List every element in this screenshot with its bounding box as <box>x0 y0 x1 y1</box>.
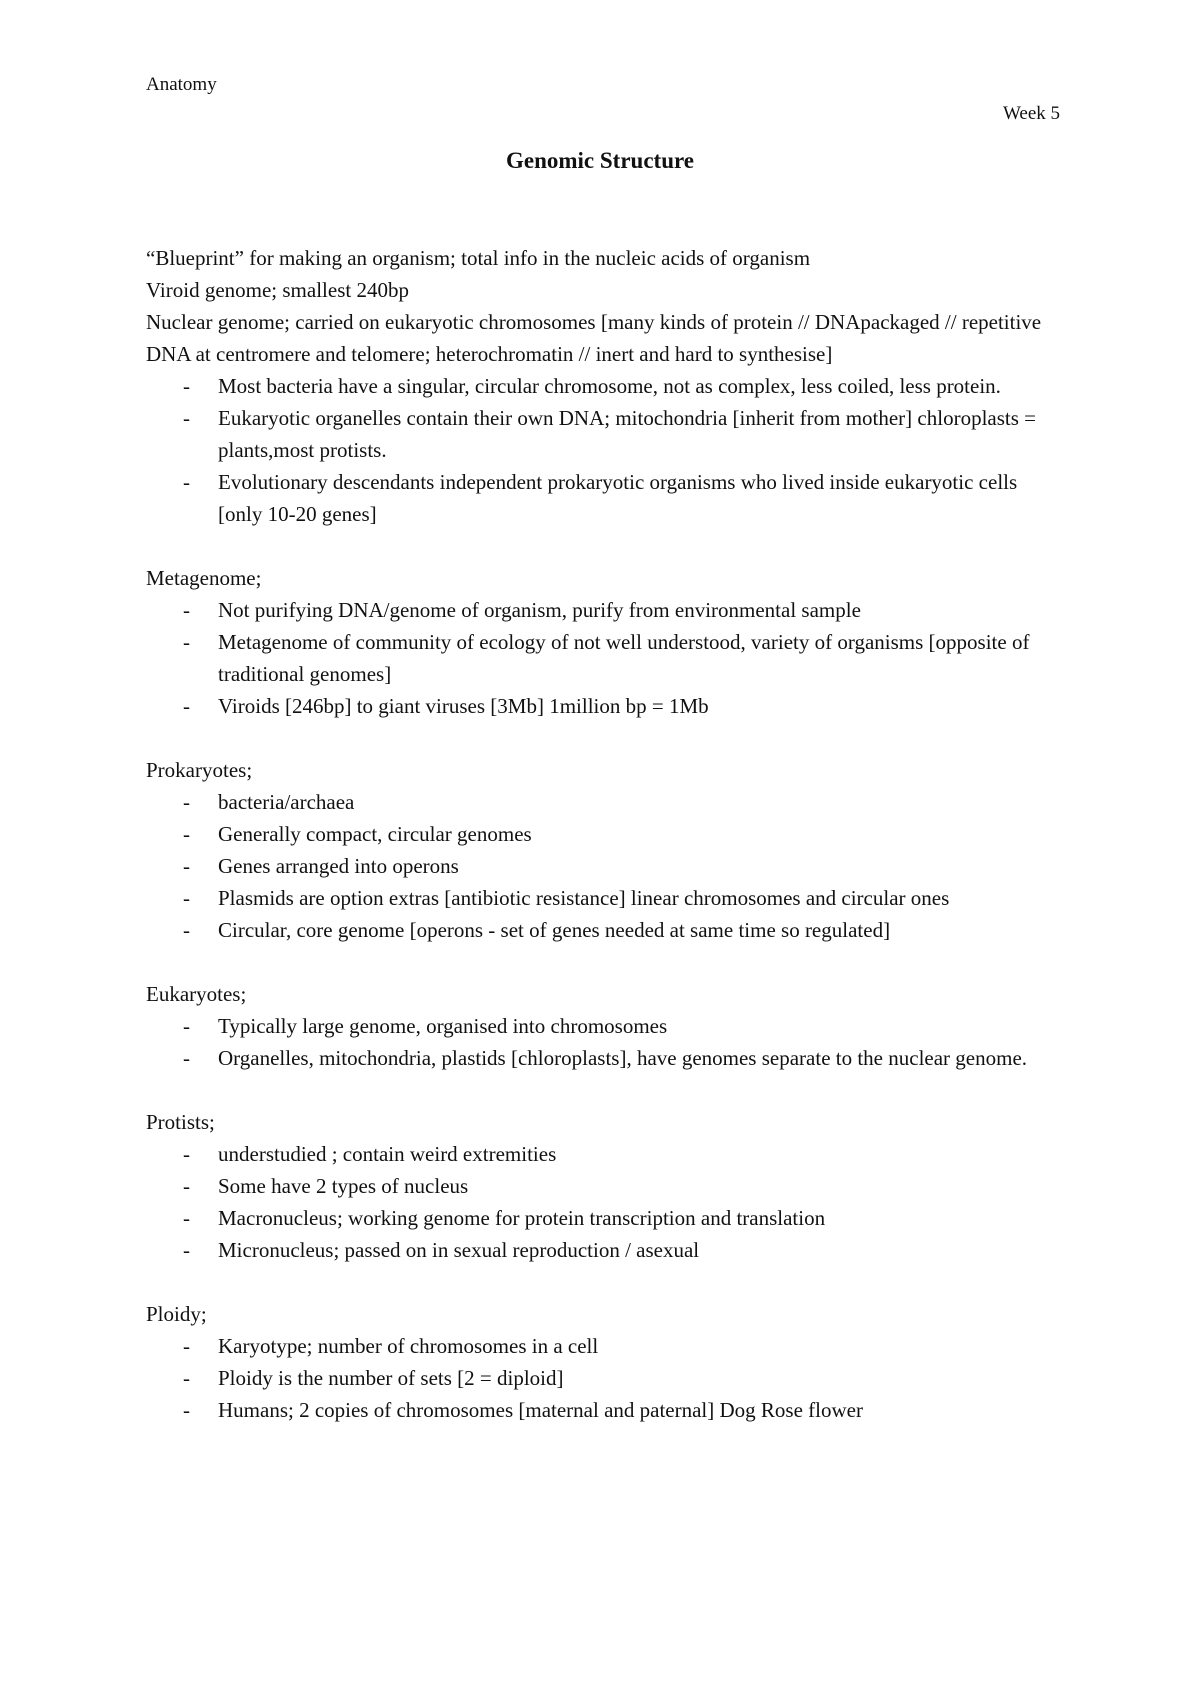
list-item <box>146 1010 1056 1042</box>
intro-line: Nuclear genome; carried on eukaryotic chromosomes [many kinds of protein // DNApackaged // repetitive DNA at centromere and telomere; heterochromatin // inert and hard to synthesise] <box>146 310 1042 366</box>
intro-section <box>146 242 1056 530</box>
dash-bullet: - <box>183 918 190 942</box>
dash-bullet: - <box>183 854 190 878</box>
list-item-text: Some have 2 types of nucleus <box>218 1174 469 1198</box>
protists-section <box>146 1106 1056 1266</box>
list-item-text: Humans; 2 copies of chromosomes [maternal and paternal] Dog Rose flower <box>218 1398 863 1422</box>
dash-bullet: - <box>183 1142 190 1166</box>
ploidy-section <box>146 1298 1056 1426</box>
eukaryotes-bullet-list <box>146 1010 1056 1074</box>
week-label: Week 5 <box>1002 103 1060 124</box>
list-item-text: Generally compact, circular genomes <box>218 822 532 846</box>
list-item-text: Not purifying DNA/genome of organism, purify from environmental sample <box>218 598 861 622</box>
list-item-text: Macronucleus; working genome for protein transcription and translation <box>218 1206 826 1230</box>
dash-bullet: - <box>183 406 190 430</box>
list-item <box>146 1330 1056 1362</box>
list-item <box>146 402 1056 466</box>
prokaryotes-section <box>146 754 1056 946</box>
list-item-text: Karyotype; number of chromosomes in a cell <box>218 1334 599 1358</box>
list-item-text: Micronucleus; passed on in sexual reproduction / asexual <box>218 1238 700 1262</box>
dash-bullet: - <box>183 1014 190 1038</box>
list-item <box>146 594 1056 626</box>
list-item-text: bacteria/archaea <box>218 790 355 814</box>
list-item <box>146 690 1056 722</box>
page-title: Genomic Structure <box>505 148 694 173</box>
list-item <box>146 1394 1056 1426</box>
section-heading: Eukaryotes; <box>146 982 247 1006</box>
list-item-text: Viroids [246bp] to giant viruses [3Mb] 1million bp = 1Mb <box>218 694 709 718</box>
list-item <box>146 1170 1056 1202</box>
list-item <box>146 914 1056 946</box>
list-item <box>146 1362 1056 1394</box>
dash-bullet: - <box>183 822 190 846</box>
section-heading: Metagenome; <box>146 566 262 590</box>
list-item-text: understudied ; contain weird extremities <box>218 1142 557 1166</box>
list-item <box>146 882 1056 914</box>
section-heading: Prokaryotes; <box>146 758 253 782</box>
dash-bullet: - <box>183 1398 190 1422</box>
list-item <box>146 818 1056 850</box>
dash-bullet: - <box>183 694 190 718</box>
section-heading: Ploidy; <box>146 1302 207 1326</box>
list-item-text: Eukaryotic organelles contain their own DNA; mitochondria [inherit from mother] chloroplasts = plants,most protists. <box>218 406 1036 462</box>
eukaryotes-section <box>146 978 1056 1074</box>
list-item-text: Circular, core genome [operons - set of genes needed at same time so regulated] <box>218 918 891 942</box>
protists-bullet-list <box>146 1138 1056 1266</box>
list-item-text: Metagenome of community of ecology of not well understood, variety of organisms [opposite of traditional genomes] <box>218 630 1030 686</box>
list-item-text: Genes arranged into operons <box>218 854 459 878</box>
dash-bullet: - <box>183 1334 190 1358</box>
list-item <box>146 626 1056 690</box>
list-item-text: Organelles, mitochondria, plastids [chloroplasts], have genomes separate to the nuclear genome. <box>218 1046 1028 1070</box>
list-item-text: Plasmids are option extras [antibiotic resistance] linear chromosomes and circular ones <box>218 886 950 910</box>
list-item <box>146 850 1056 882</box>
section-heading: Protists; <box>146 1110 215 1134</box>
list-item <box>146 1138 1056 1170</box>
list-item <box>146 466 1056 530</box>
list-item <box>146 370 1056 402</box>
list-item-text: Typically large genome, organised into chromosomes <box>218 1014 668 1038</box>
prokaryotes-bullet-list <box>146 786 1056 946</box>
metagenome-bullet-list <box>146 594 1056 722</box>
dash-bullet: - <box>183 1238 190 1262</box>
dash-bullet: - <box>183 374 190 398</box>
subject-label: Anatomy <box>146 74 217 95</box>
dash-bullet: - <box>183 1046 190 1070</box>
dash-bullet: - <box>183 790 190 814</box>
intro-bullet-list <box>146 370 1056 530</box>
intro-line: Viroid genome; smallest 240bp <box>146 278 409 302</box>
list-item <box>146 786 1056 818</box>
dash-bullet: - <box>183 470 190 494</box>
list-item <box>146 1202 1056 1234</box>
list-item-text: Ploidy is the number of sets [2 = diploid] <box>218 1366 564 1390</box>
dash-bullet: - <box>183 1366 190 1390</box>
dash-bullet: - <box>183 1206 190 1230</box>
dash-bullet: - <box>183 630 190 654</box>
list-item <box>146 1234 1056 1266</box>
intro-line: “Blueprint” for making an organism; total info in the nucleic acids of organism <box>146 246 811 270</box>
dash-bullet: - <box>183 886 190 910</box>
ploidy-bullet-list <box>146 1330 1056 1426</box>
metagenome-section <box>146 562 1056 722</box>
dash-bullet: - <box>183 598 190 622</box>
list-item-text: Evolutionary descendants independent prokaryotic organisms who lived inside eukaryotic cells [only 10-20 genes] <box>218 470 1018 526</box>
document-body <box>146 242 1056 1426</box>
dash-bullet: - <box>183 1174 190 1198</box>
list-item-text: Most bacteria have a singular, circular chromosome, not as complex, less coiled, less protein. <box>218 374 1001 398</box>
list-item <box>146 1042 1056 1074</box>
